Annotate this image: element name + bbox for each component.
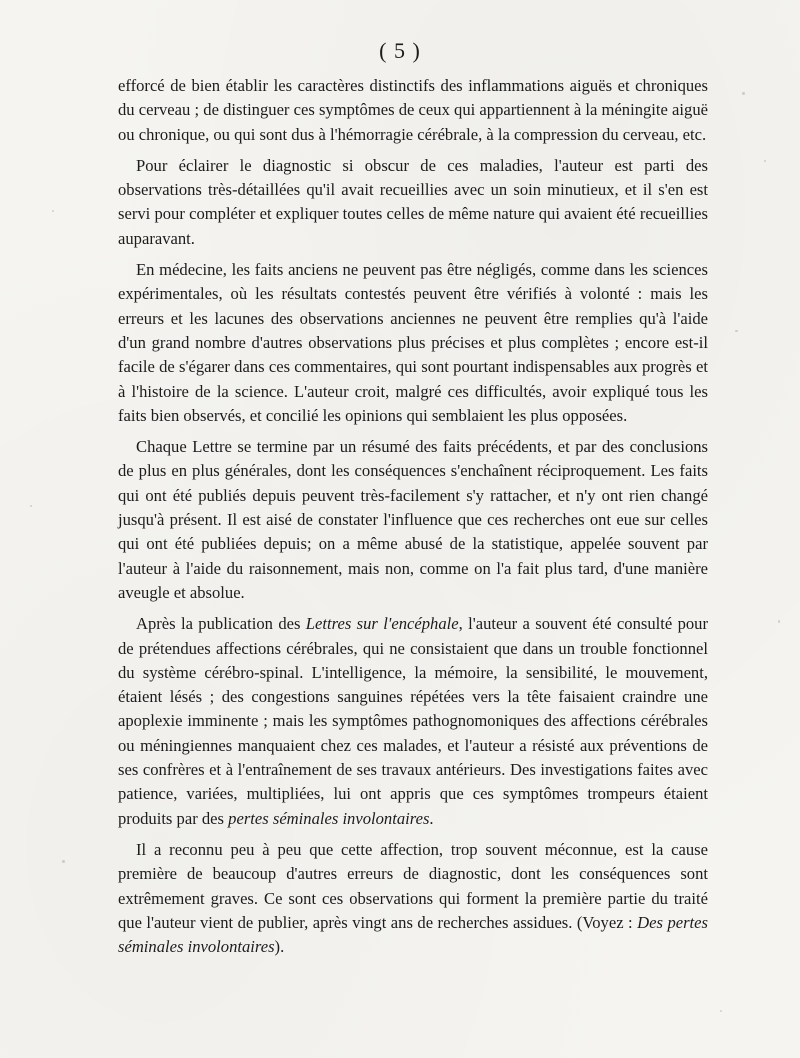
- paper-speck: [778, 620, 780, 623]
- paragraph-6-text-end: ).: [274, 937, 285, 957]
- paragraph-3-text: En médecine, les faits anciens ne peuvent pas être négligés, comme dans les sciences expérimentales, où les résultats contestés peuvent être vérifiés à volonté : mais les erreurs et les lacunes des observations anciennes ne peuvent être remplies qu'à l'aide d'un grand nombre d'autres observations plus précises et plus complètes ; encore est-il facile de s'égarer dans ces commentaires, qui sont pourtant indispensables aux progrès et à l'histoire de la science. L'auteur croit, malgré ces difficultés, avoir expliqué tous les faits bien observés, et concilié les opinions qui semblaient les plus opposées.: [118, 260, 708, 425]
- paper-speck: [62, 860, 65, 863]
- paragraph-5-text-start: Après la publication des: [136, 614, 306, 634]
- paragraph-1: [118, 74, 708, 147]
- term-pertes-seminales: pertes séminales involontaires: [228, 808, 430, 828]
- paragraph-5-text-middle: , l'auteur a souvent été consulté pour de prétendues affections cérébrales, qui ne consistaient que dans un trouble fonctionnel du système cérébro-spinal. L'intelligence, la mémoire, la sensibilité, le mouvement, étaient lésés ; des congestions sanguines répétées vers la tête faisaient craindre une apoplexie imminente ; mais les symptômes pathognomoniques des affections cérébrales ou méningiennes manquaient chez ces malades, et l'auteur a résisté aux préventions de ses confrères et à l'entraînement de ses travaux antérieurs. Des investigations faites avec patience, variées, multipliées, lui ont appris que ces symptômes trompeurs étaient produits par des: [118, 614, 708, 828]
- paper-speck: [764, 160, 766, 162]
- paper-speck: [52, 210, 54, 212]
- paragraph-2-text: Pour éclairer le diagnostic si obscur de ces maladies, l'auteur est parti des observations très-détaillées qu'il avait recueillies avec un soin minutieux, et il s'en est servi pour compléter et expliquer toutes celles de même nature qui avaient été recueillies auparavant.: [118, 155, 708, 248]
- paper-speck: [720, 1010, 722, 1012]
- paragraph-3: [118, 258, 708, 428]
- paragraph-2: [118, 154, 708, 251]
- paragraph-4-text: Chaque Lettre se termine par un résumé des faits précédents, et par des conclusions de plus en plus générales, dont les conséquences s'enchaînent réciproquement. Les faits qui ont été publiés depuis peuvent très-facilement s'y rattacher, et n'y ont rien changé jusqu'à présent. Il est aisé de constater l'influence que ces recherches ont eue sur celles qui ont été publiées depuis; on a même abusé de la statistique, appelée souvent par l'auteur à l'aide du raisonnement, mais non, comme on l'a fait plus tard, d'une manière aveugle et absolue.: [118, 437, 708, 602]
- paper-speck: [735, 330, 738, 332]
- paper-speck: [30, 505, 32, 507]
- body-text: [118, 74, 708, 966]
- paragraph-1-text: efforcé de bien établir les caractères distinctifs des inflammations aiguës et chroniques du cerveau ; de distinguer ces symptômes de ceux qui appartiennent à la méningite aiguë ou chronique, ou qui sont dus à l'hémorragie cérébrale, à la compression du cerveau, etc.: [118, 76, 708, 144]
- paragraph-4: [118, 435, 708, 605]
- paragraph-5-text-end: .: [429, 808, 434, 828]
- book-title-pertes: Des pertes séminales involontaires: [118, 912, 708, 957]
- page-number: ( 5 ): [379, 38, 421, 63]
- paragraph-5: [118, 612, 708, 831]
- paragraph-6: [118, 838, 708, 959]
- paragraph-6-text-start: Il a reconnu peu à peu que cette affection, trop souvent méconnue, est la cause première de beaucoup d'autres erreurs de diagnostic, dont les conséquences sont extrêmement graves. Ce sont ces observations qui forment la première partie du traité que l'auteur vient de publier, après vingt ans de recherches assidues. (Voyez :: [118, 839, 708, 932]
- paper-speck: [742, 92, 745, 95]
- book-title-lettres: Lettres sur l'encéphale: [305, 614, 459, 634]
